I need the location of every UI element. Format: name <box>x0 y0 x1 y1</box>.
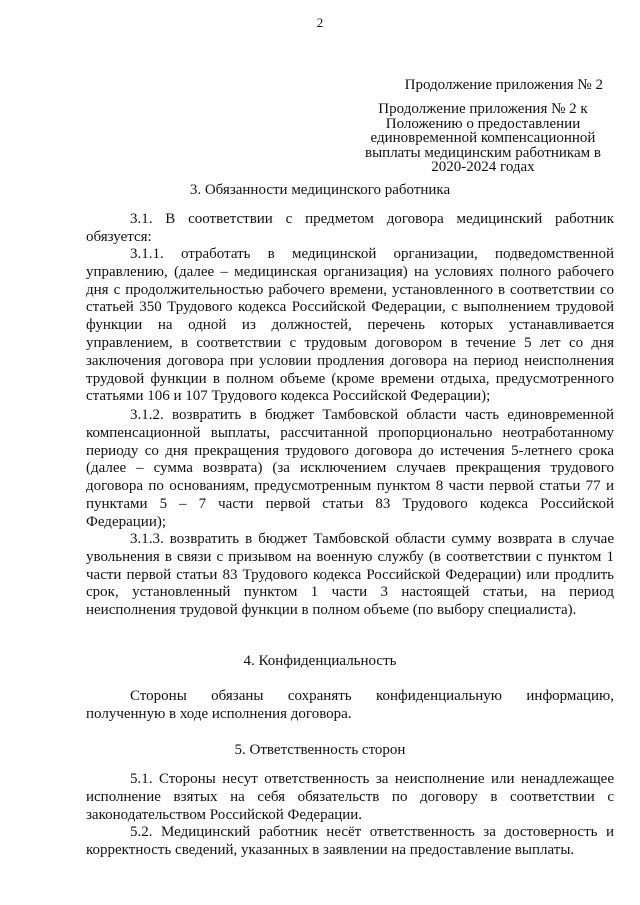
paragraph-3-1-1: 3.1.1. отработать в медицинской организации, подведомственной управлению, (далее – медицинская организация) на условиях полного рабочего дня с продолжительностью рабочего времени, установленного в соответствии со статьей 350 Трудового кодекса Российской Федерации, с выполнением трудовой функции на одной из должностей, перечень которых устанавливается управлением, в соответствии с трудовым договором в течение 5 лет со дня заключения договора при условии продления договора на период неисполнения трудовой функции в полном объеме (кроме времени отдыха, предусмотренного статьями 106 и 107 Трудового кодекса Российской Федерации); <box>86 246 614 405</box>
paragraph-3-1: 3.1. В соответствии с предметом договора медицинский работник обязуется: <box>86 211 614 245</box>
paragraph-4: Стороны обязаны сохранять конфиденциальную информацию, полученную в ходе исполнения договора. <box>86 688 614 722</box>
paragraph-3-1-3: 3.1.3. возвратить в бюджет Тамбовской области сумму возврата в случае увольнения в связи с призывом на военную службу (в соответствии с пунктом 1 части первой статьи 83 Трудового кодекса Российской Федерации) или продлить срок, установленный пунктом 1 части 3 настоящей статьи, на период неисполнения трудовой функции в полном объеме (по выбору специалиста). <box>86 531 614 619</box>
section-5-title: 5. Ответственность сторон <box>234 742 406 758</box>
paragraph-3-1-2: 3.1.2. возвратить в бюджет Тамбовской области часть единовременной компенсационной выплаты, рассчитанной пропорционально неотработанному периоду со дня прекращения трудового договора до истечения 5-летнего срока (далее – сумма возврата) (за исключением случаев прекращения трудового договора по основаниям, предусмотренным пунктом 8 части первой статьи 77 и пунктами 5 – 7 части первой статьи 83 Трудового кодекса Российской Федерации); <box>86 407 614 530</box>
paragraph-5-1: 5.1. Стороны несут ответственность за неисполнение или ненадлежащее исполнение взятых на себя обязательств по договору в соответствии с законодательством Российской Федерации. <box>86 771 614 823</box>
continuation-header: Продолжение приложения № 2 <box>404 77 603 93</box>
page-number: 2 <box>316 15 324 30</box>
appendix-caption: Продолжение приложения № 2 к Положению о предоставлении единовременной компенсационной выплаты медицинским работникам в 2020-2024 годах <box>365 101 601 175</box>
section-4-title: 4. Конфиденциальность <box>243 653 397 669</box>
paragraph-5-2: 5.2. Медицинский работник несёт ответственность за достоверность и корректность сведений, указанных в заявлении на предоставление выплаты. <box>86 824 614 858</box>
section-3-title: 3. Обязанности медицинского работника <box>189 182 451 198</box>
